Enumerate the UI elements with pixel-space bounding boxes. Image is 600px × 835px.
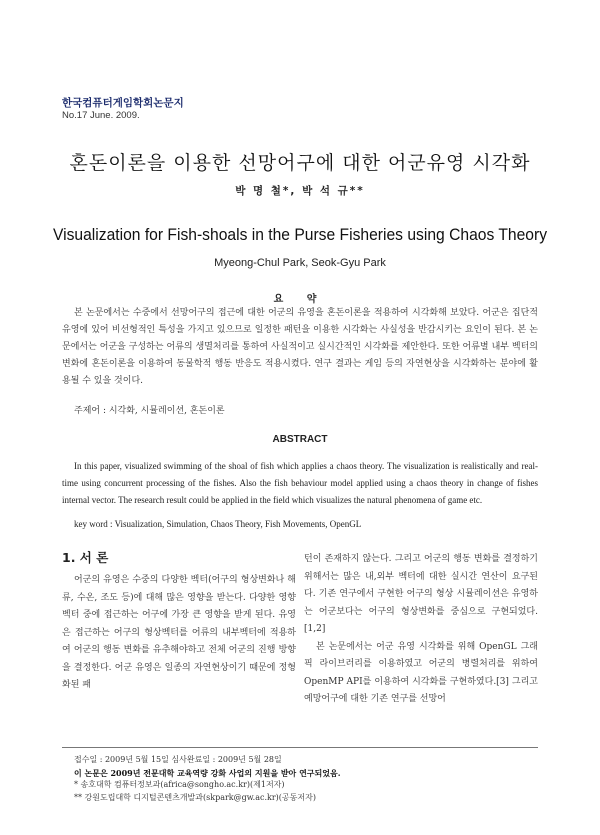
abstract-english: In this paper, visualized swimming of the shoal of fish which applies a chaos theory. The visualization is realistically and real-time using concurrent processing of the fishes. Also the fish behaviour model applied using a chaos theory in change of fishes internal vector. The research result could be applied in the field which visualizes the natural phenomena of game etc. bbox=[62, 461, 538, 505]
section-heading-introduction: 1. 서 론 bbox=[62, 550, 109, 565]
paper-title-english: Visualization for Fish-shoals in the Purse Fisheries using Chaos Theory bbox=[52, 225, 548, 244]
authors-korean: 박 명 철*, 박 석 규** bbox=[235, 185, 365, 197]
footnote-divider bbox=[62, 747, 538, 748]
footnote-author-2: ** 강원도립대학 디지털콘텐츠개발과(skpark@gw.ac.kr)(공동저자) bbox=[74, 792, 316, 802]
abstract-english-heading: ABSTRACT bbox=[272, 434, 328, 445]
paper-title-korean: 혼돈이론을 이용한 선망어구에 대한 어군유영 시각화 bbox=[69, 152, 531, 174]
journal-name: 한국컴퓨터게임학회논문지 bbox=[62, 97, 184, 109]
footnote-dates: 접수일 : 2009년 5월 15일 심사완료일 : 2009년 5월 28일 bbox=[74, 755, 282, 764]
keywords-korean: 주제어 : 시각화, 시뮬레이션, 혼돈이론 bbox=[74, 406, 225, 416]
footnote-author-1: * 송호대학 컴퓨터정보과(africa@songho.ac.kr)(제1저자) bbox=[74, 780, 285, 789]
abstract-korean: 본 논문에서는 수중에서 선망어구의 접근에 대한 어군의 유영을 혼돈이론을 적용하여 시각화해 보았다. 어군은 집단적 유영에 있어 비선형적인 특성을 가지고 있으므로 일정한 패턴을 이용한 시각화는 사실성을 반감시키는 요인이 된다. 본 논문에서는 어군을 구성하는 어류의 생멸처리를 통하여 사실적이고 실시간적인 시각화를 제안한다. 또한 어류별 내부 벡터의 변화에 혼돈이론을 이용하여 동물학적 행동 반응도 적용시켰다. 연구 결과는 게임 등의 자연현상을 시각화하는 분야에 활용될 수 있을 것이다. bbox=[62, 308, 538, 386]
footnote-funding: 이 논문은 2009년 전문대학 교육역량 강화 사업의 지원을 받아 연구되었음. bbox=[74, 767, 341, 778]
introduction-right-column bbox=[304, 551, 538, 709]
journal-issue: No.17 June. 2009. bbox=[62, 110, 140, 121]
footnotes bbox=[74, 754, 341, 804]
abstract-korean-heading: 요 약 bbox=[273, 294, 327, 305]
keywords-english: key word : Visualization, Simulation, Chaos Theory, Fish Movements, OpenGL bbox=[74, 519, 362, 529]
introduction-paragraph-1: 어군의 유영은 수중의 다양한 벡터(어구의 형상변화나 해류, 수온, 조도 등)에 대해 많은 영향을 받는다. 다양한 영향 벡터 중에 접근하는 어구에 가장 큰 영향을 받게 된다. 유영은 접근하는 어구의 형상벡터를 어류의 내부벡터에 적용하여 어군의 행동 변화를 유추해야하고 전체 어군의 진행 방향을 결정한다. 어군 유영은 일종의 자연현상이기 때문에 정형화된 패 bbox=[62, 575, 296, 690]
introduction-paragraph-1-continued: 턴이 존재하지 않는다. 그리고 어군의 행동 변화를 결정하기 위해서는 많은 내,외부 벡터에 대한 실시간 연산이 요구된다. 기존 연구에서 구현한 어구의 형상 시뮬레이션은 유영하는 어군보다는 어구의 형상변화를 중심으로 구현되었다.[1,2] bbox=[304, 554, 538, 634]
introduction-left-column bbox=[62, 572, 296, 695]
introduction-paragraph-2: 본 논문에서는 어군 유영 시각화를 위해 OpenGL 그래픽 라이브러리를 이용하였고 어군의 병렬처리를 위하여 OpenMP API를 이용하여 시각화를 구현하였다.[3] 그리고 예망어구에 대한 기존 연구를 선망어 bbox=[304, 641, 538, 704]
authors-english: Myeong-Chul Park, Seok-Gyu Park bbox=[214, 257, 386, 269]
